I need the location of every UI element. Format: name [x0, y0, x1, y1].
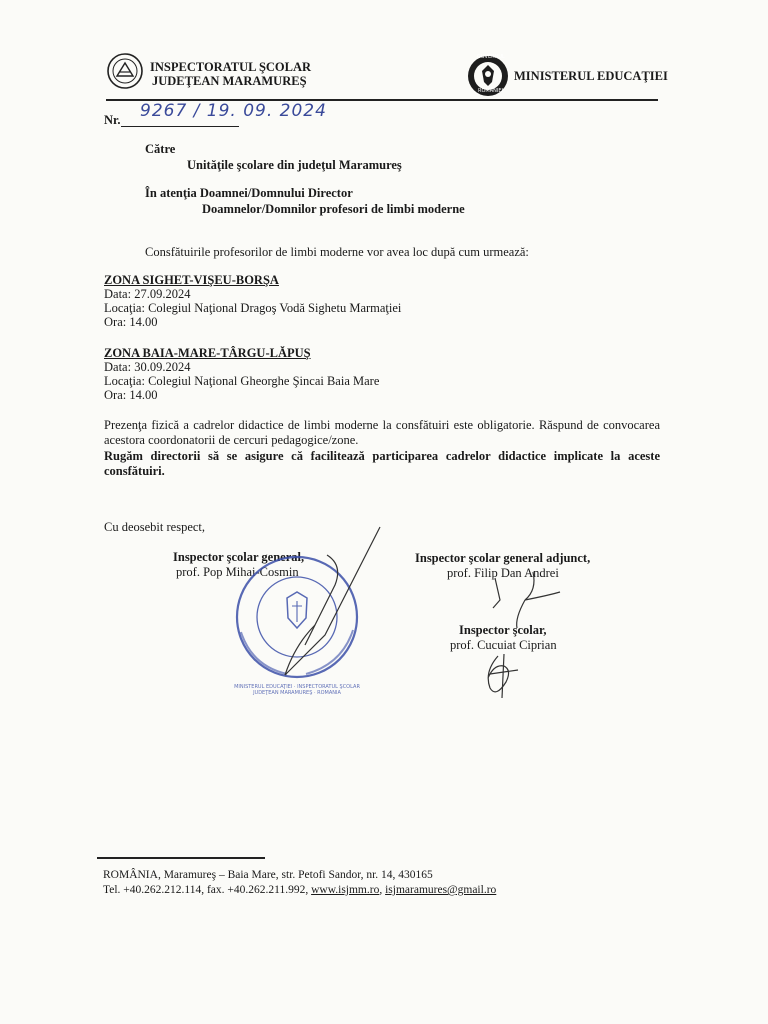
paragraph-request: Rugăm directorii să se asigure că facilitează participarea cadrelor didactice implicate la aceste consfătuiri. — [104, 449, 660, 478]
government-logo-bottom-text: ROMÂNIEI — [478, 88, 503, 94]
registration-number: 9267 / 19. 09. 2024 — [140, 101, 327, 121]
isj-logo — [106, 52, 144, 90]
footer-contact — [103, 883, 496, 897]
registration-underline — [121, 126, 239, 127]
paragraph-attendance: Prezenţa fizică a cadrelor didactice de limbi moderne la consfătuiri este obligatorie. Răspund de convocarea acestora coordonatorii de cercuri pedagogice/zone. — [104, 418, 660, 447]
closing-text: Cu deosebit respect, — [104, 520, 206, 534]
signature-1 — [265, 525, 385, 685]
signatory3-name: prof. Cucuiat Ciprian — [450, 638, 557, 652]
zone2-date: Data: 30.09.2024 — [104, 360, 191, 374]
signatory2-role: Inspector şcolar general adjunct, — [415, 551, 591, 565]
signatory3-role: Inspector şcolar, — [459, 623, 547, 637]
header-left-line2: JUDEŢEAN MARAMUREŞ — [152, 74, 307, 88]
footer-separator: , — [379, 884, 386, 896]
zone1-location: Locaţia: Colegiul Naţional Dragoş Vodă Sighetu Marmaţiei — [104, 301, 402, 315]
header-right-title: MINISTERUL EDUCAŢIEI — [514, 69, 668, 83]
signature-3 — [478, 652, 538, 700]
zone1-title: ZONA SIGHET-VIŞEU-BORŞA — [104, 273, 279, 287]
signatory2-name: prof. Filip Dan Andrei — [447, 566, 559, 580]
footer-email-link[interactable]: isjmaramures@gmail.ro — [385, 884, 497, 896]
government-logo-top-text: GUVERNUL — [477, 54, 505, 60]
to-value: Unităţile şcolare din judeţul Maramureş — [187, 158, 402, 172]
attention-line1: În atenţia Doamnei/Domnului Director — [145, 186, 353, 200]
stamp-ring-text: MINISTERUL EDUCAŢIEI · INSPECTORATUL ŞCOLAR JUDEŢEAN MARAMUREŞ · ROMANIA — [234, 684, 360, 696]
zone2-time: Ora: 14.00 — [104, 388, 158, 402]
zone1-date: Data: 27.09.2024 — [104, 287, 191, 301]
to-label: Către — [145, 142, 176, 156]
footer-rule — [97, 857, 265, 859]
zone2-location: Locaţia: Colegiul Naţional Gheorghe Şincai Baia Mare — [104, 374, 380, 388]
footer-address: ROMÂNIA, Maramureş – Baia Mare, str. Petofi Sandor, nr. 14, 430165 — [103, 869, 433, 881]
attention-line2: Doamnelor/Domnilor profesori de limbi moderne — [202, 202, 465, 216]
footer-phone-fax: Tel. +40.262.212.114, fax. +40.262.211.992, — [103, 884, 312, 896]
zone2-title: ZONA BAIA-MARE-TÂRGU-LĂPUŞ — [104, 346, 311, 360]
intro-text: Consfătuirile profesorilor de limbi moderne vor avea loc după cum urmează: — [145, 245, 529, 259]
signatory1-role: Inspector şcolar general, — [173, 550, 305, 564]
signatory1-name: prof. Pop Mihai-Cosmin — [176, 565, 299, 579]
footer-website-link[interactable]: www.isjmm.ro — [311, 884, 380, 896]
zone1-time: Ora: 14.00 — [104, 315, 158, 329]
registration-label: Nr. — [104, 113, 121, 127]
header-left-line1: INSPECTORATUL ŞCOLAR — [150, 60, 312, 74]
signature-2 — [455, 570, 565, 630]
